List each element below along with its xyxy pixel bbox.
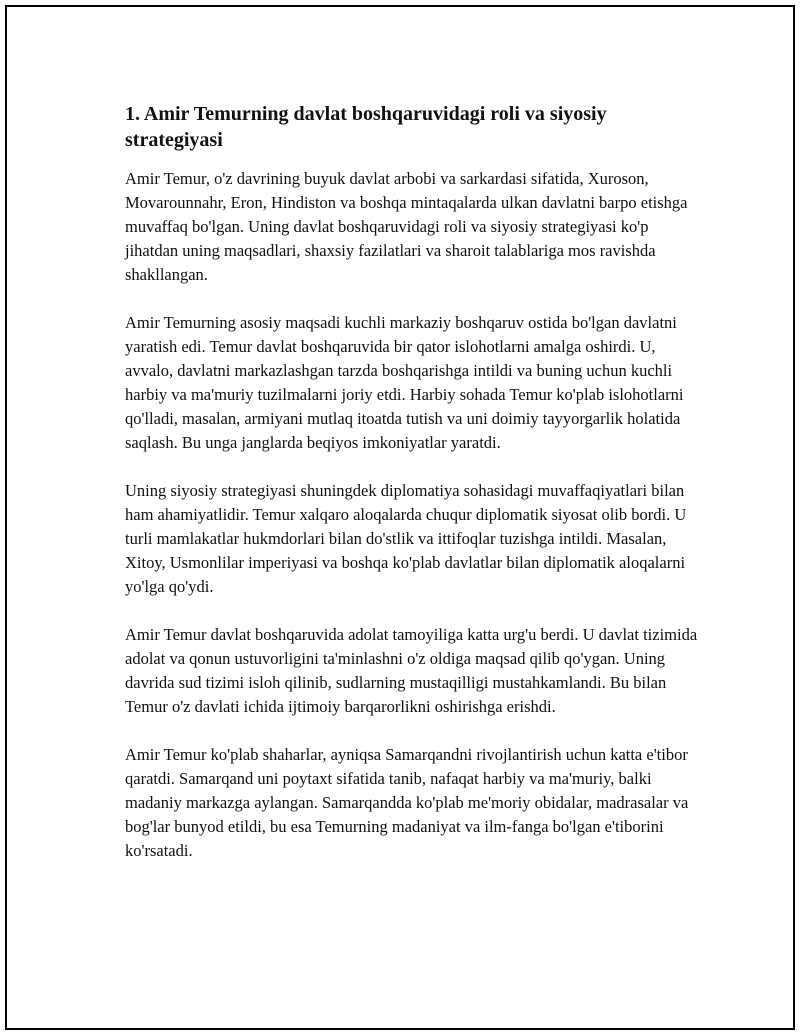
- document-body: [125, 101, 705, 887]
- section-heading: 1. Amir Temurning davlat boshqaruvidagi roli va siyosiy strategiyasi: [125, 103, 607, 151]
- page-frame: [5, 5, 795, 1030]
- paragraph-3: Uning siyosiy strategiyasi shuningdek diplomatiya sohasidagi muvaffaqiyatlari bilan ham ahamiyatlidir. Temur xalqaro aloqalarda chuqur diplomatik siyosat olib bordi. U turli mamlakatlar hukmdorlari bilan do'stlik va ittifoqlar tuzishga intildi. Masalan, Xitoy, Usmonlilar imperiyasi va boshqa ko'plab davlatlar bilan diplomatik aloqalarni yo'lga qo'ydi.: [125, 481, 687, 596]
- paragraph-2: Amir Temurning asosiy maqsadi kuchli markaziy boshqaruv ostida bo'lgan davlatni yaratish edi. Temur davlat boshqaruvida bir qator islohotlarni amalga oshirdi. U, avvalo, davlatni markazlashgan tarzda boshqarishga intildi va buning uchun kuchli harbiy va ma'muriy tuzilmalarni joriy etdi. Harbiy sohada Temur ko'plab islohotlarni qo'lladi, masalan, armiyani mutlaq itoatda tutish va uni doimiy tayyorgarlik holatida saqlash. Bu unga janglarda beqiyos imkoniyatlar yaratdi.: [125, 313, 684, 452]
- paragraph-5: Amir Temur ko'plab shaharlar, ayniqsa Samarqandni rivojlantirish uchun katta e'tibor qaratdi. Samarqand uni poytaxt sifatida tanib, nafaqat harbiy va ma'muriy, balki madaniy markazga aylangan. Samarqandda ko'plab me'moriy obidalar, madrasalar va bog'lar bunyod etildi, bu esa Temurning madaniyat va ilm-fanga bo'lgan e'tiborini ko'rsatadi.: [125, 745, 689, 860]
- paragraph-1: Amir Temur, o'z davrining buyuk davlat arbobi va sarkardasi sifatida, Xuroson, Movarounnahr, Eron, Hindiston va boshqa mintaqalarda ulkan davlatni barpo etishga muvaffaq bo'lgan. Uning davlat boshqaruvidagi roli va siyosiy strategiyasi ko'p jihatdan uning maqsadlari, shaxsiy fazilatlari va sharoit talablariga mos ravishda shakllangan.: [125, 169, 688, 284]
- paragraph-4: Amir Temur davlat boshqaruvida adolat tamoyiliga katta urg'u berdi. U davlat tizimida adolat va qonun ustuvorligini ta'minlashni o'z oldiga maqsad qilib qo'ygan. Uning davrida sud tizimi isloh qilinib, sudlarning mustaqilligi mustahkamlandi. Bu bilan Temur o'z davlati ichida ijtimoiy barqarorlikni oshirishga erishdi.: [125, 625, 698, 716]
